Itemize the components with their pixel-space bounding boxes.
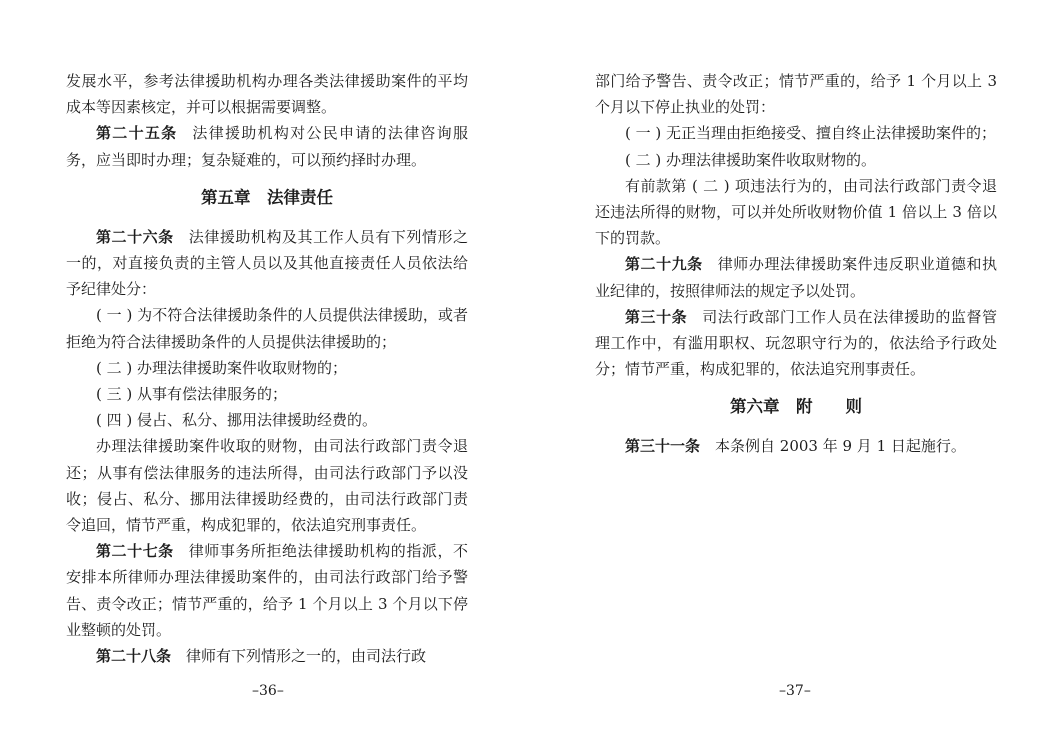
list-item: ( 一 ) 为不符合法律援助条件的人员提供法律援助，或者拒绝为符合法律援助条件的人员提供法律援助的； <box>66 306 468 351</box>
article-26 <box>66 224 468 303</box>
paragraph: 有前款第 ( 二 ) 项违法行为的，由司法行政部门责令退还违法所得的财物，可以并处所收财物价值 1 倍以上 3 倍以下的罚款。 <box>595 176 997 248</box>
article-text: 律师有下列情形之一的，由司法行政 <box>186 647 427 666</box>
article-label: 第二十六条 <box>96 227 174 246</box>
article-text: 律师事务所拒绝法律援助机构的指派，不安排本所律师办理法律援助案件的，由司法行政部门给予警告、责令改正；情节严重的，给予 1 个月以上 3 个月以下停业整顿的处罚。 <box>66 542 468 639</box>
article-29 <box>595 251 997 303</box>
article-label: 第二十七条 <box>96 542 174 561</box>
list-item: ( 四 ) 侵占、私分、挪用法律援助经费的。 <box>96 411 378 430</box>
article-text: 法律援助机构对公民申请的法律咨询服务，应当即时办理；复杂疑难的，可以预约择时办理。 <box>66 124 468 169</box>
paragraph: 办理法律援助案件收取的财物，由司法行政部门责令退还；从事有偿法律服务的违法所得，由司法行政部门予以没收；侵占、私分、挪用法律援助经费的，由司法行政部门责令追回，情节严重，构成犯罪的，依法追究刑事责任。 <box>66 437 468 535</box>
list-item: ( 三 ) 从事有偿法律服务的； <box>96 385 288 404</box>
paragraph: 部门给予警告、责令改正；情节严重的，给予 1 个月以上 3 个月以下停止执业的处罚： <box>595 72 997 117</box>
list-item: ( 二 ) 办理法律援助案件收取财物的； <box>96 358 348 377</box>
article-label: 第二十八条 <box>96 647 172 666</box>
article-text: 律师办理法律援助案件违反职业道德和执业纪律的，按照律师法的规定予以处罚。 <box>595 255 997 300</box>
article-text: 本条例自 2003 年 9 月 1 日起施行。 <box>715 437 966 456</box>
page-number: –36– <box>252 683 284 699</box>
right-page <box>595 68 997 460</box>
article-label: 第二十五条 <box>96 124 178 143</box>
page-number: –37– <box>779 683 811 699</box>
article-28 <box>66 643 468 669</box>
paragraph: 发展水平，参考法律援助机构办理各类法律援助案件的平均成本等因素核定，并可以根据需要调整。 <box>66 72 468 117</box>
list-item: ( 二 ) 办理法律援助案件收取财物的。 <box>625 150 877 169</box>
article-30 <box>595 304 997 383</box>
chapter-heading: 第五章 法律责任 <box>201 187 333 207</box>
article-label: 第二十九条 <box>625 255 703 274</box>
article-27 <box>66 538 468 643</box>
article-label: 第三十条 <box>625 307 688 326</box>
article-31 <box>595 433 997 459</box>
chapter-heading: 第六章 附 则 <box>730 397 862 417</box>
article-label: 第三十一条 <box>625 437 701 456</box>
article-text: 司法行政部门工作人员在法律援助的监督管理工作中，有滥用职权、玩忽职守行为的，依法给予行政处分；情节严重，构成犯罪的，依法追究刑事责任。 <box>595 307 997 379</box>
article-text: 法律援助机构及其工作人员有下列情形之一的，对直接负责的主管人员以及其他直接责任人员依法给予纪律处分： <box>66 227 468 299</box>
left-page <box>66 68 468 669</box>
list-item: ( 一 ) 无正当理由拒绝接受、擅自终止法律援助案件的； <box>625 124 997 143</box>
article-25 <box>66 120 468 172</box>
